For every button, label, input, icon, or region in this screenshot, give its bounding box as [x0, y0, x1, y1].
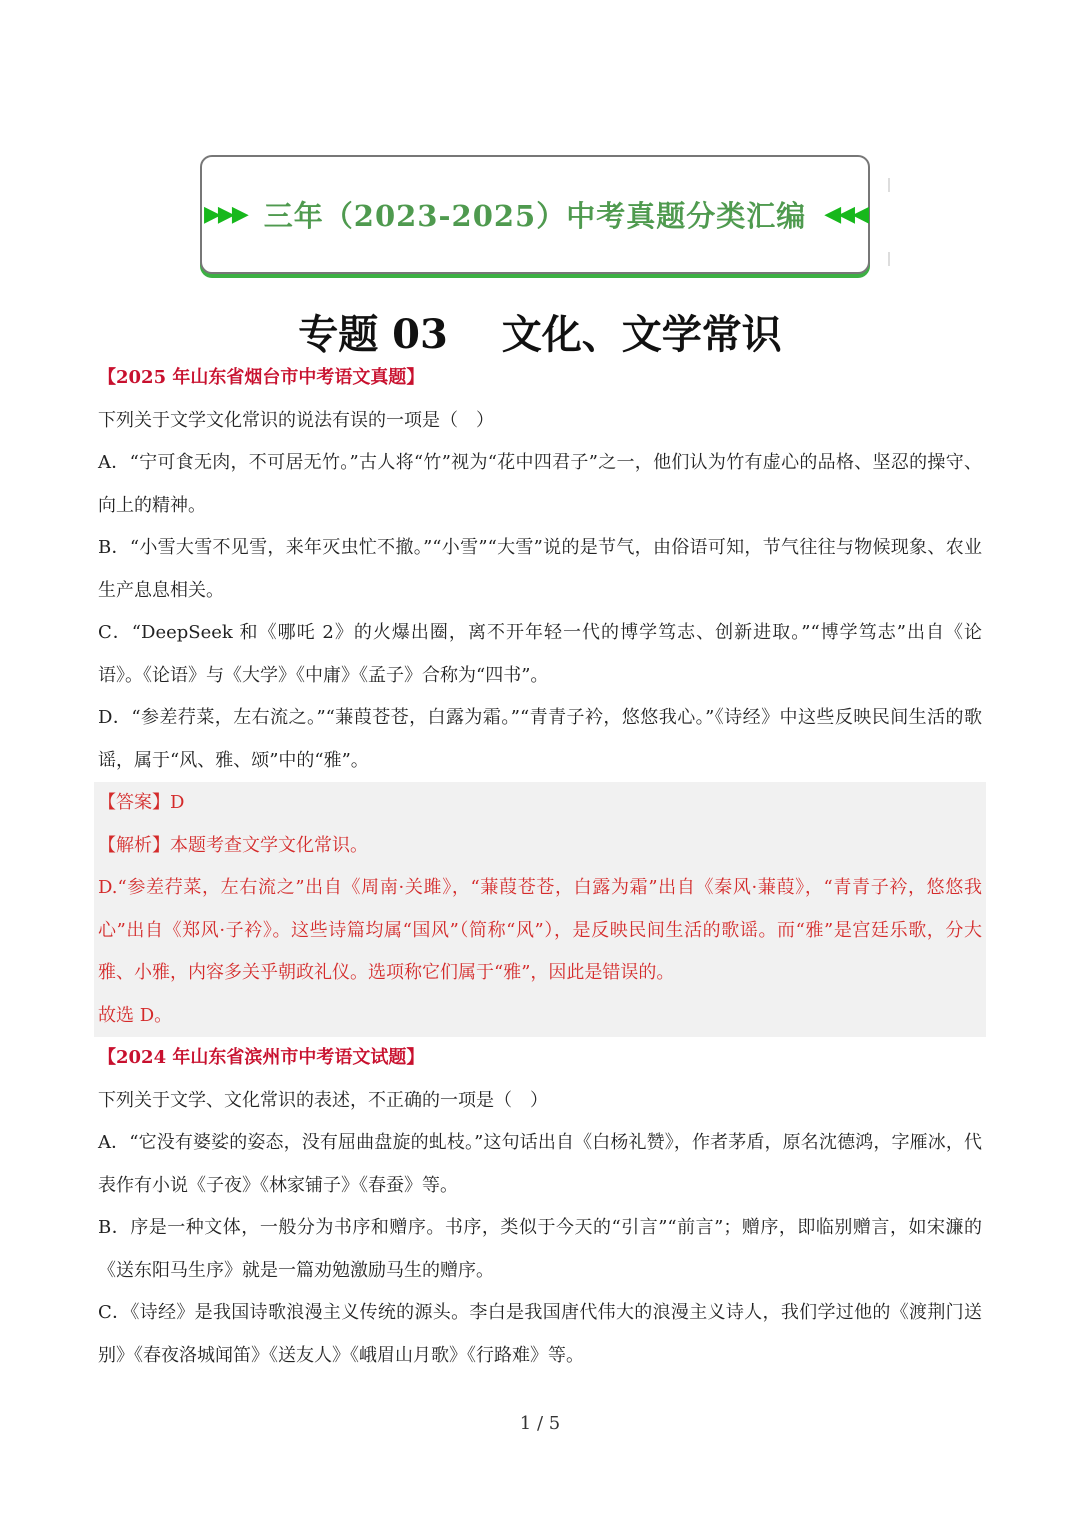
divider [888, 178, 890, 192]
banner-title: 三年（2023-2025）中考真题分类汇编 [263, 199, 807, 233]
option-c: C．“DeepSeek 和《哪吒 2》的火爆出圈，离不开年轻一代的博学笃志、创新进取。”“博学笃志”出自《论语》。《论语》与《大学》《中庸》《孟子》合称为“四书”。 [98, 622, 982, 686]
option-d: D．“参差荇菜，左右流之。”“蒹葭苍苍，白露为霜。”“青青子衿，悠悠我心。”《诗经》中这些反映民间生活的歌谣，属于“风、雅、颂”中的“雅”。 [98, 707, 982, 771]
option-b: B．“小雪大雪不见雪，来年灭虫忙不撤。”“小雪”“大雪”说的是节气，由俗语可知，节气往往与物候现象、农业生产息息相关。 [98, 537, 982, 601]
question-source: 【2025 年山东省烟台市中考语文真题】 [98, 367, 425, 388]
page-title: 专题 03 文化、文学常识 [298, 311, 782, 358]
left-arrows-icon: ◀◀◀ [824, 202, 866, 227]
analysis-heading: 【解析】本题考查文学文化常识。 [98, 834, 368, 856]
option-a: A．“它没有婆娑的姿态，没有屈曲盘旋的虬枝。”这句话出自《白杨礼赞》，作者茅盾，原名沈德鸿，字雁冰，代表作有小说《子夜》《林家铺子》《春蚕》等。 [98, 1132, 982, 1196]
divider [888, 252, 890, 266]
answer-block [94, 782, 986, 1037]
option-b: B．序是一种文体，一般分为书序和赠序。书序，类似于今天的“引言”“前言”；赠序，即临别赠言，如宋濂的《送东阳马生序》就是一篇劝勉激励马生的赠序。 [98, 1217, 982, 1281]
page-number: 1 / 5 [519, 1413, 561, 1434]
right-arrows-icon: ▶▶▶ [204, 202, 246, 227]
question-stem: 下列关于文学文化常识的说法有误的一项是（ ） [98, 409, 494, 431]
option-a: A．“宁可食无肉，不可居无竹。”古人将“竹”视为“花中四君子”之一，他们认为竹有虚心的品格、坚忍的操守、向上的精神。 [98, 452, 982, 516]
conclusion: 故选 D。 [98, 1004, 173, 1026]
answer: 【答案】D [98, 792, 185, 813]
header-banner [200, 155, 870, 274]
question-stem: 下列关于文学、文化常识的表述，不正确的一项是（ ） [98, 1089, 548, 1111]
document-body [98, 357, 982, 1377]
analysis-body: D.“参差荇菜，左右流之”出自《周南·关雎》，“蒹葭苍苍，白露为霜”出自《秦风·蒹葭》，“青青子衿，悠悠我心”出自《郑风·子衿》。这些诗篇均属“国风”（简称“风”），是反映民间生活的歌谣。而“雅”是宫廷乐歌，分大雅、小雅，内容多关乎朝政礼仪。选项称它们属于“雅”，因此是错误的。 [98, 877, 982, 983]
option-c: C．《诗经》是我国诗歌浪漫主义传统的源头。李白是我国唐代伟大的浪漫主义诗人，我们学过他的《渡荆门送别》《春夜洛城闻笛》《送友人》《峨眉山月歌》《行路难》等。 [98, 1302, 982, 1366]
question-source: 【2024 年山东省滨州市中考语文试题】 [98, 1047, 425, 1068]
